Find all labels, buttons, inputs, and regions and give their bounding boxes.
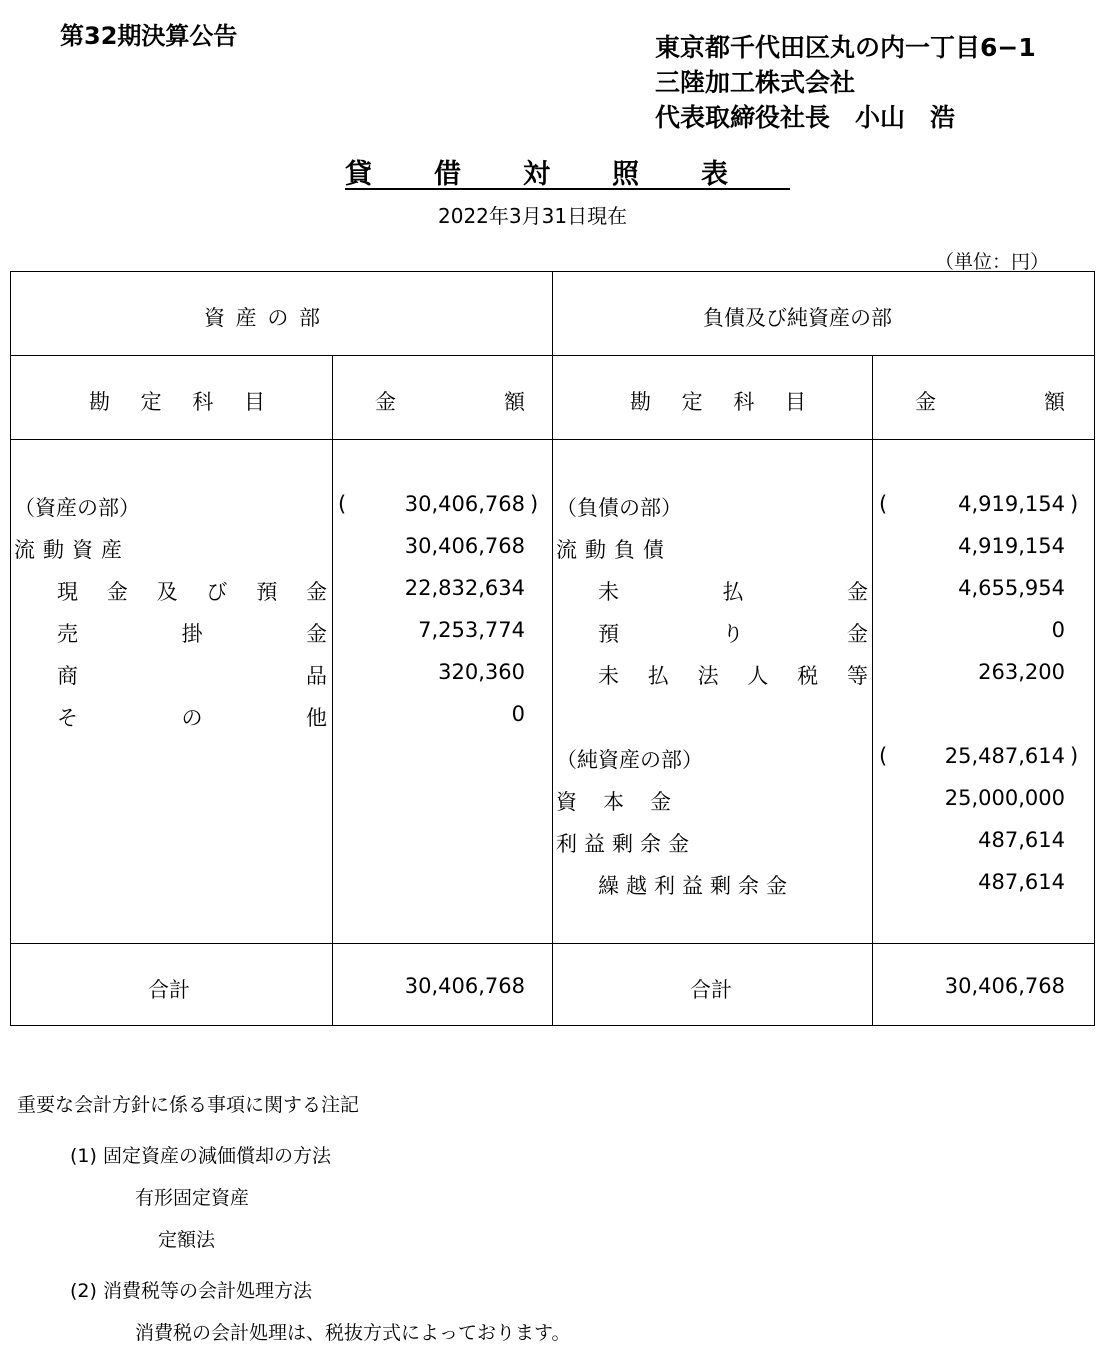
unit-label: （単位：円） [935, 251, 1050, 273]
label-char: そ [57, 706, 78, 730]
capital-value: 25,000,000 [944, 786, 1065, 810]
current-liabilities-label: 流動負債 [556, 538, 672, 562]
label-char: 金 [847, 580, 868, 604]
label-char: び [206, 580, 228, 604]
representative: 代表取締役社長 小山 浩 [655, 103, 956, 132]
asset-item-label [57, 618, 327, 648]
label-char: 及 [156, 580, 178, 604]
liabilities-total-label: 合計 [690, 978, 732, 1002]
asset-item-label [57, 576, 327, 606]
label-char: 法 [697, 664, 719, 688]
label-char: 商 [57, 664, 78, 688]
liability-item-value: 4,655,954 [958, 576, 1065, 600]
current-assets-label: 流動資産 [14, 538, 130, 562]
as-of-date: 2022年3月31日現在 [438, 204, 628, 228]
asset-item-value: 22,832,634 [404, 576, 525, 600]
label-char: 金 [847, 622, 868, 646]
label-char: 税 [797, 664, 819, 688]
carried-forward-label: 繰越利益剰余金 [598, 874, 794, 898]
liabilities-section-header: 負債及び純資産の部 [703, 306, 892, 330]
current-liabilities-total: 4,919,154 [958, 534, 1065, 558]
divider [872, 355, 873, 1025]
label-char: 他 [306, 706, 327, 730]
liabilities-section-label: （負債の部） [556, 496, 682, 520]
retained-earnings-label: 利益剰余金 [556, 832, 696, 856]
balance-sheet-title: 貸借対照表 [345, 159, 790, 190]
label-char: 未 [598, 580, 619, 604]
note-2-title: (2) 消費税等の会計処理方法 [70, 1280, 312, 1302]
label-char: 売 [57, 622, 78, 646]
note-2-detail: 消費税の会計処理は、税抜方式によっております。 [135, 1322, 571, 1344]
label-char: 掛 [181, 622, 203, 646]
company-address: 東京都千代田区丸の内一丁目6−1 [655, 33, 1036, 62]
assets-item-header: 勘 定 科 目 [89, 390, 278, 414]
liabilities-total-value: 30,406,768 [944, 974, 1065, 998]
assets-total-value: 30,406,768 [404, 974, 525, 998]
label-char: 預 [598, 622, 619, 646]
label-char: 金 [306, 622, 327, 646]
note-1-title: (1) 固定資産の減価償却の方法 [70, 1145, 331, 1167]
liability-item-label [598, 576, 868, 606]
asset-item-label [57, 660, 327, 690]
paren-close: ) [1070, 492, 1079, 516]
liability-item-label [598, 660, 868, 690]
note-1-subitem: 有形固定資産 [135, 1187, 250, 1209]
capital-label: 資本金 [556, 790, 697, 814]
paren-open: ( [879, 744, 888, 768]
assets-section-header: 資 産 の 部 [204, 306, 323, 330]
label-char: 未 [598, 664, 619, 688]
asset-item-value: 0 [511, 702, 525, 726]
carried-forward-value: 487,614 [978, 870, 1065, 894]
retained-earnings-value: 487,614 [978, 828, 1065, 852]
label-char: 人 [747, 664, 769, 688]
label-char: 預 [256, 580, 278, 604]
liability-item-value: 263,200 [978, 660, 1065, 684]
label-char: 現 [57, 580, 78, 604]
divider [552, 272, 553, 1025]
company-name: 三陸加工株式会社 [655, 68, 856, 97]
net-assets-section-total: 25,487,614 [944, 744, 1065, 768]
period-title: 第32期決算公告 [60, 22, 238, 50]
label-char: の [181, 706, 203, 730]
note-1-detail: 定額法 [158, 1229, 216, 1251]
net-assets-section-label: （純資産の部） [556, 748, 703, 772]
liabilities-section-total: 4,919,154 [958, 492, 1065, 516]
paren-open: ( [879, 492, 888, 516]
label-char: 等 [846, 664, 868, 688]
label-char: 金 [305, 580, 327, 604]
liability-item-label [598, 618, 868, 648]
liabilities-amount-header: 金 額 [915, 390, 1087, 414]
divider [332, 355, 333, 1025]
assets-section-total: 30,406,768 [404, 492, 525, 516]
liability-item-value: 0 [1051, 618, 1065, 642]
assets-amount-header: 金 額 [375, 390, 547, 414]
label-char: 払 [722, 580, 744, 604]
label-char: 金 [106, 580, 128, 604]
liabilities-item-header: 勘 定 科 目 [630, 390, 819, 414]
label-char: 品 [306, 664, 327, 688]
paren-close: ) [1070, 744, 1079, 768]
notes-heading: 重要な会計方針に係る事項に関する注記 [17, 1094, 360, 1116]
asset-item-value: 7,253,774 [418, 618, 525, 642]
current-assets-total: 30,406,768 [404, 534, 525, 558]
balance-sheet-table [10, 271, 1095, 1026]
paren-close: ) [530, 492, 539, 516]
asset-item-value: 320,360 [438, 660, 525, 684]
assets-section-label: （資産の部） [14, 496, 140, 520]
asset-item-label [57, 702, 327, 732]
label-char: り [722, 622, 744, 646]
assets-total-label: 合計 [148, 978, 190, 1002]
label-char: 払 [647, 664, 669, 688]
paren-open: ( [338, 492, 347, 516]
